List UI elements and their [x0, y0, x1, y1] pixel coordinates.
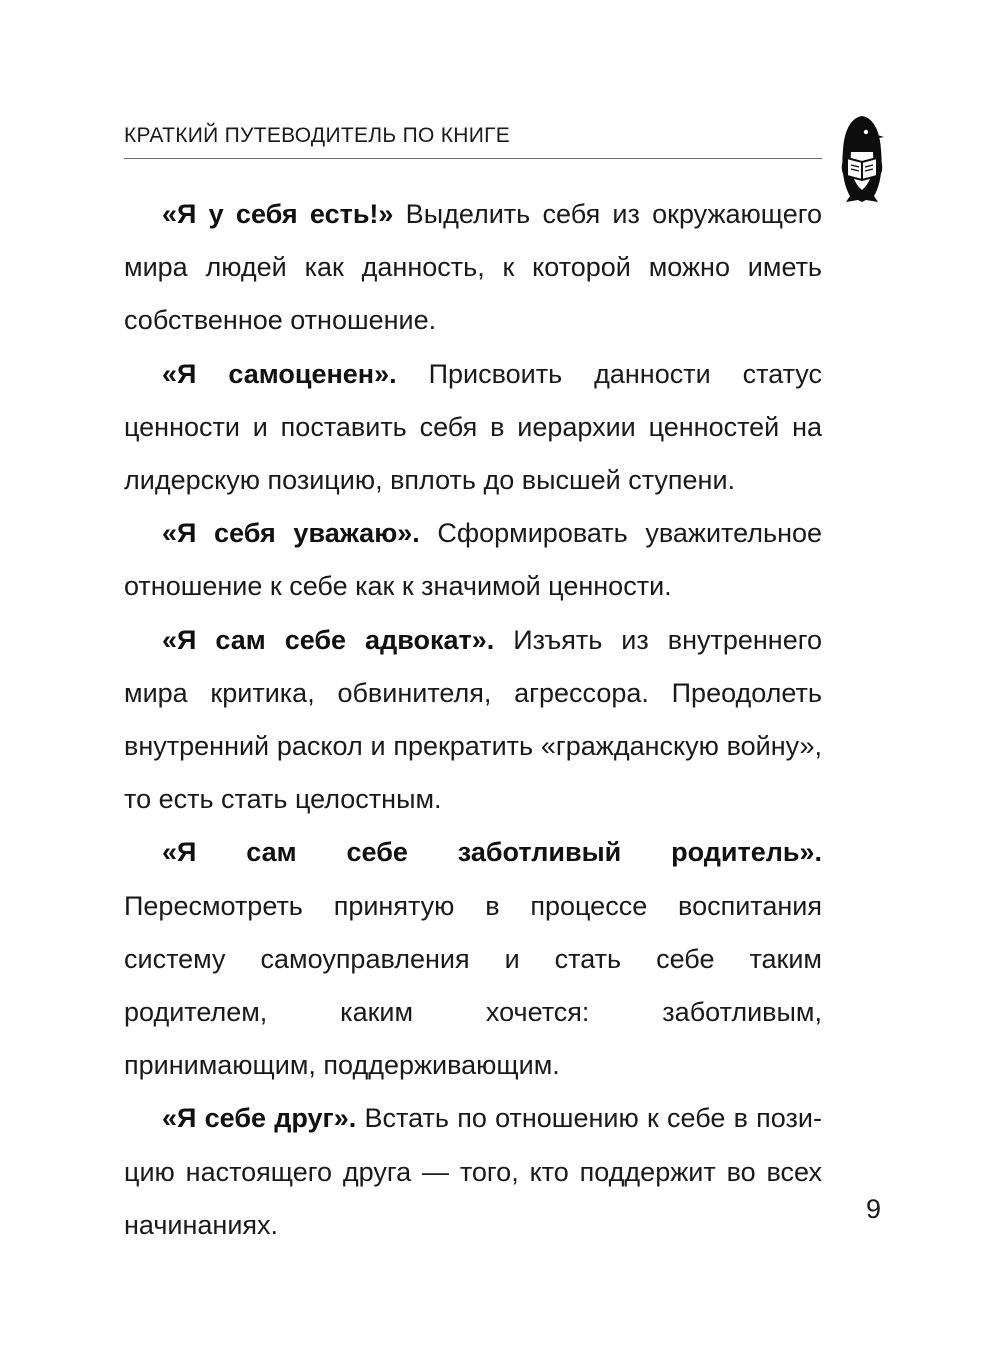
paragraph-text: Присвоить данности статус ценности и поставить себя в иерархии ценностей на лидерскую позицию, вплоть до высшей ступени. — [124, 358, 822, 496]
paragraph-self-exists — [124, 188, 822, 348]
paragraph-lead: «Я у себя есть!» — [162, 199, 394, 229]
paragraph-self-friend — [124, 1092, 822, 1252]
paragraph-text: Встать по отношению к себе в позицию настоящего друга — того, кто поддержит во всех начинаниях. — [124, 1103, 822, 1240]
paragraph-self-valuable — [124, 348, 822, 508]
paragraph-lead: «Я сам себе адвокат». — [162, 624, 495, 655]
paragraph-lead: «Я сам себе заботливый родитель». — [162, 837, 822, 868]
penguin-reading-book-icon — [836, 112, 888, 204]
page-number: 9 — [866, 1194, 882, 1224]
header-divider — [124, 158, 822, 159]
main-text — [124, 188, 822, 1252]
paragraph-text: Изъять из внутреннего мира критика, обвинителя, агрессора. Преодолеть внутренний раскол и прекратить «гражданскую войну», то есть стать целостным. — [124, 624, 822, 815]
paragraph-self-advocate — [124, 614, 822, 827]
paragraph-text: Сформировать уважительное отношение к себе как к значимой ценности. — [124, 518, 823, 602]
paragraph-lead: «Я себе друг». — [162, 1103, 357, 1134]
paragraph-lead: «Я себя уважаю». — [162, 518, 420, 549]
paragraph-text: Выделить себя из окружающего мира людей как данность, к которой можно иметь собственное отношение. — [124, 199, 823, 336]
paragraph-lead: «Я самоценен». — [162, 358, 397, 389]
running-header: КРАТКИЙ ПУТЕВОДИТЕЛЬ ПО КНИГЕ — [124, 124, 511, 147]
paragraph-self-respect — [124, 507, 822, 613]
paragraph-caring-parent — [124, 826, 822, 1092]
paragraph-text: Пересмотреть принятую в процессе воспитания систему самоуправления и стать себе таким родителем, каким хочется: заботливым, принимающим, поддерживающим. — [124, 890, 822, 1081]
